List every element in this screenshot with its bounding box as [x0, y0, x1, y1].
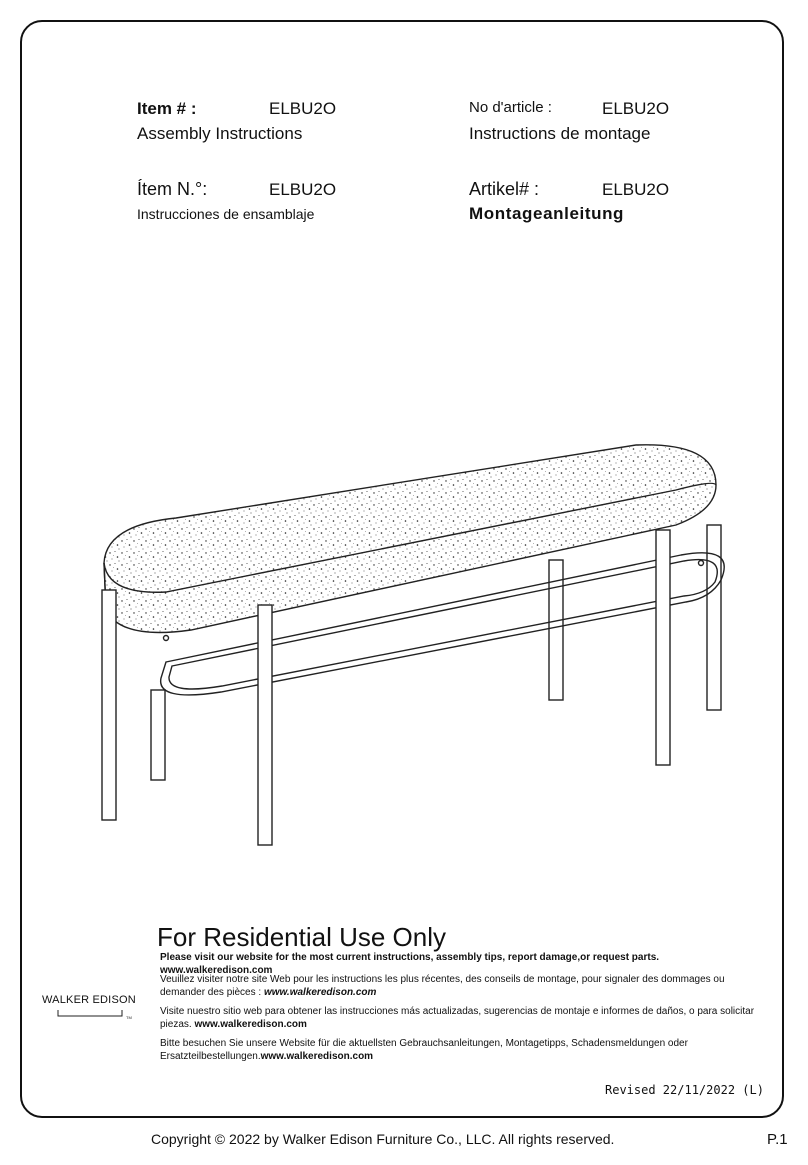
revised-date: Revised 22/11/2022 (L) [605, 1083, 764, 1097]
item-code-es: ELBU2O [269, 180, 337, 199]
residential-heading: For Residential Use Only [157, 922, 446, 952]
notice-es [160, 1006, 767, 1031]
subtitle-fr: Instructions de montage [469, 124, 651, 143]
notice-es-text: Visite nuestro sitio web para obtener las instrucciones más actualizadas, sugerencias de montaje e informes de daños, o para solicitar piezas. [160, 1006, 755, 1030]
notice-es-link[interactable]: www.walkeredison.com [194, 1018, 307, 1030]
item-code-de: ELBU2O [602, 180, 670, 199]
logo-tm: TM [126, 1015, 132, 1020]
item-label-fr: No d'article : [469, 99, 552, 116]
notice-fr-link[interactable]: www.walkeredison.com [263, 986, 377, 998]
subtitle-de: Montageanleitung [469, 204, 625, 223]
copyright-footer: Copyright © 2022 by Walker Edison Furniture Co., LLC. All rights reserved. [151, 1131, 615, 1147]
notice-fr-text: Veuillez visiter notre site Web pour les instructions les plus récentes, des conseils de montage, pour signaler des dommages ou demander des pièces : [160, 974, 725, 998]
item-code-fr: ELBU2O [602, 99, 670, 118]
bench-illustration [96, 430, 736, 870]
notice-fr [160, 974, 767, 999]
notice-en-link[interactable]: www.walkeredison.com [160, 964, 273, 976]
item-label-de: Artikel# : [469, 179, 540, 199]
page-number: P.1 [767, 1131, 788, 1148]
item-label-es: Ítem N.°: [137, 179, 208, 199]
subtitle-es: Instrucciones de ensamblaje [137, 206, 315, 222]
subtitle-en: Assembly Instructions [137, 124, 303, 143]
item-label-en: Item # : [137, 99, 197, 118]
item-code-en: ELBU2O [269, 99, 337, 118]
notice-de-text: Bitte besuchen Sie unsere Website für die aktuellsten Gebrauchsanleitungen, Montagetipps, Schadensmeldungen oder Ersatzteilbestellungen. [160, 1038, 688, 1062]
notice-de [160, 1038, 767, 1063]
notice-de-link[interactable]: www.walkeredison.com [260, 1050, 374, 1062]
logo-text: WALKER EDISON [42, 994, 136, 1006]
notice-en-text: Please visit our website for the most current instructions, assembly tips, report damage,or request parts. [160, 952, 660, 963]
